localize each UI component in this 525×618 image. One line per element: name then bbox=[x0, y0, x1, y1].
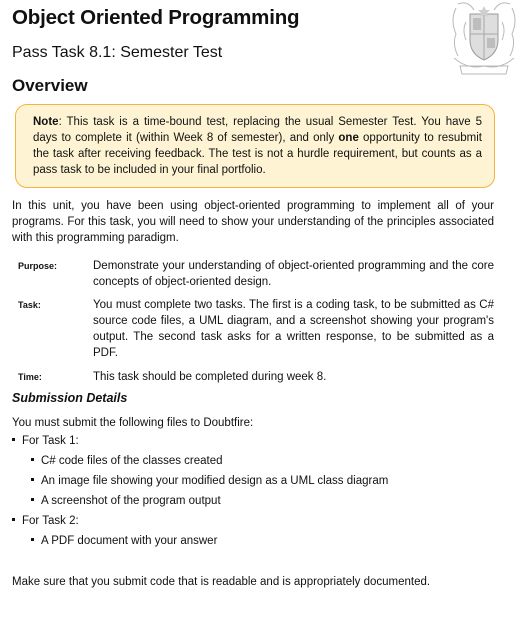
closing-paragraph: Make sure that you submit code that is readable and is appropriately documented. bbox=[12, 576, 431, 588]
list-item-label: C# code files of the classes created bbox=[41, 455, 223, 467]
university-crest-logo bbox=[448, 0, 520, 78]
bullet-icon bbox=[31, 478, 34, 481]
list-item bbox=[12, 435, 79, 447]
time-label: Time: bbox=[18, 372, 42, 382]
list-item-label: A screenshot of the program output bbox=[41, 495, 221, 507]
list-item bbox=[31, 475, 388, 487]
note-box bbox=[15, 104, 495, 188]
list-item bbox=[31, 535, 217, 547]
note-text-2: opportunity to resubmit the task after receiving feedback. The test is not a hurdle requirement, but counts as a pass task to be included in your final portfolio. bbox=[33, 132, 482, 176]
list-item bbox=[12, 515, 79, 527]
task-text: You must complete two tasks. The first is a coding task, to be submitted as C# source code files, a UML diagram, and a screenshot showing your program's output. The second task asks for a written response, to be submitted as a PDF. bbox=[93, 299, 494, 359]
bullet-icon bbox=[12, 518, 15, 521]
list-item-label: For Task 1: bbox=[22, 435, 79, 447]
bullet-icon bbox=[12, 438, 15, 441]
list-item bbox=[31, 455, 223, 467]
note-paragraph bbox=[33, 114, 482, 178]
submit-intro: You must submit the following files to Doubtfire: bbox=[12, 417, 254, 429]
list-item-label: A PDF document with your answer bbox=[41, 535, 218, 547]
overview-heading: Overview bbox=[12, 76, 88, 95]
document-subtitle: Pass Task 8.1: Semester Test bbox=[12, 44, 223, 61]
note-text-1: : This task is a time-bound test, replacing the usual Semester Test. You have 5 days to complete it (within Week 8 of semester), and only bbox=[33, 116, 482, 144]
list-item bbox=[31, 495, 221, 507]
note-emphasis: one bbox=[338, 132, 359, 144]
list-item-label: For Task 2: bbox=[22, 515, 79, 527]
note-label: Note bbox=[33, 116, 59, 128]
bullet-icon bbox=[31, 498, 34, 501]
list-item-label: An image file showing your modified design as a UML class diagram bbox=[41, 475, 389, 487]
task-label: Task: bbox=[18, 300, 41, 310]
submission-heading: Submission Details bbox=[12, 391, 128, 405]
bullet-icon bbox=[31, 458, 34, 461]
document-title: Object Oriented Programming bbox=[12, 6, 300, 29]
purpose-label: Purpose: bbox=[18, 261, 58, 271]
intro-paragraph: In this unit, you have been using object-oriented programming to implement all of your programs. For this task, you will need to show your understanding of the principles associated with this programming paradigm. bbox=[12, 200, 494, 244]
time-text: This task should be completed during week 8. bbox=[93, 371, 327, 383]
bullet-icon bbox=[31, 538, 34, 541]
purpose-text: Demonstrate your understanding of object-oriented programming and the core concepts of object-oriented design. bbox=[93, 260, 494, 288]
